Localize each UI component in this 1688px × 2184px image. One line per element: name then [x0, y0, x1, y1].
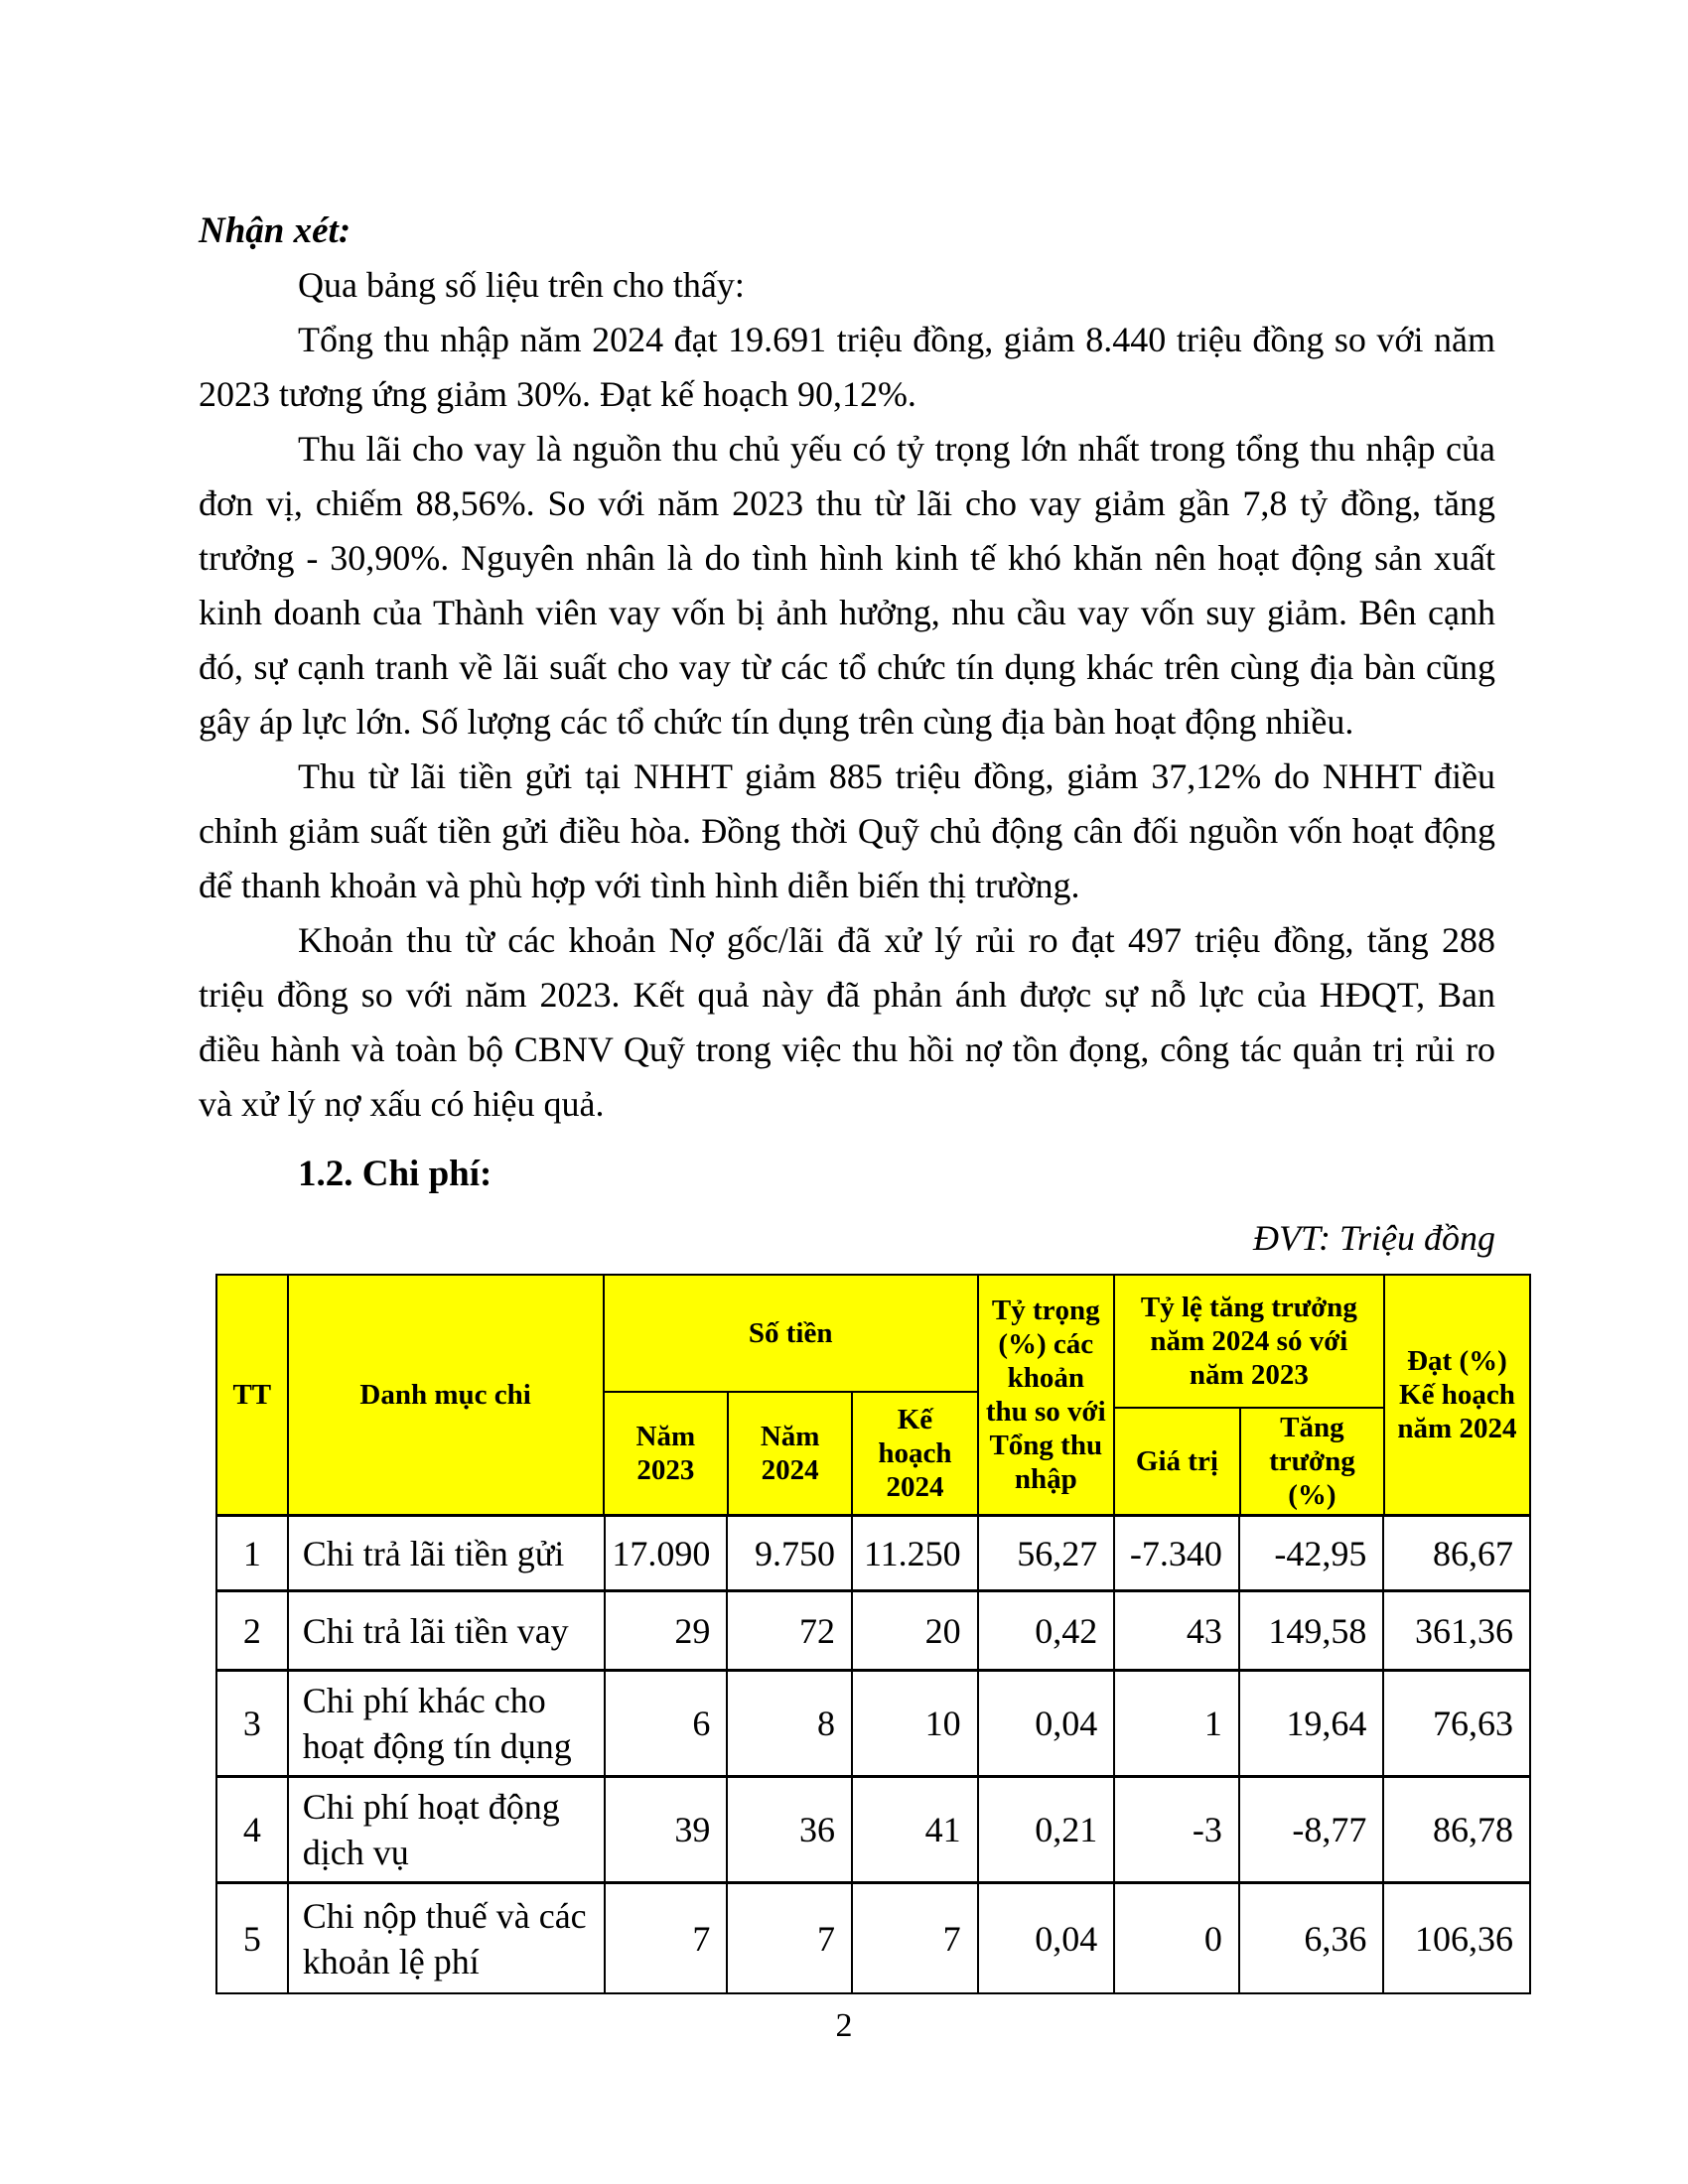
- cell-year-2023: 17.090: [604, 1517, 727, 1589]
- cell-year-2023: 6: [604, 1672, 727, 1775]
- header-cell-growth-pct: Tăng trưởng (%): [1239, 1409, 1383, 1514]
- cell-ratio: 56,27: [977, 1517, 1114, 1589]
- cell-growth-pct: 19,64: [1238, 1672, 1383, 1775]
- header-group-amount: [603, 1276, 977, 1514]
- header-cell-category: Danh mục chi: [287, 1276, 603, 1514]
- cell-category: Chi phí hoạt động dịch vụ: [287, 1778, 604, 1881]
- cell-category: Chi trả lãi tiền gửi: [287, 1517, 604, 1589]
- cell-tt: 2: [242, 1610, 261, 1651]
- cell-year-2024: 7: [726, 1884, 851, 1992]
- header-growth-subrow: [1115, 1409, 1383, 1514]
- cell-year-2024: 9.750: [726, 1517, 851, 1589]
- header-cell-year-2024: Năm 2024: [727, 1393, 851, 1514]
- page-number: 2: [835, 2007, 853, 2044]
- cell-tt: 4: [242, 1810, 261, 1849]
- cell-category: Chi phí khác cho hoạt động tín dụng: [287, 1672, 604, 1775]
- cell-ratio: 0,42: [977, 1592, 1114, 1669]
- paragraph-loan-interest: Thu lãi cho vay là nguồn thu chủ yếu có tỷ trọng lớn nhất trong tổng thu nhập của đơn vị, chiếm 88,56%. So với năm 2023 thu từ lãi cho vay giảm gần 7,8 tỷ đồng, tăng trưởng - 30,90%. Nguyên nhân là do tình hình kinh tế khó khăn nên hoạt động sản xuất kinh doanh của Thành viên vay vốn bị ảnh hưởng, nhu cầu vay vốn suy giảm. Bên cạnh đó, sự cạnh tranh về lãi suất cho vay từ các tổ chức tín dụng khác trên cùng địa bàn cũng gây áp lực lớn. Số lượng các tổ chức tín dụng trên cùng địa bàn hoạt động nhiều.: [199, 429, 1495, 742]
- cell-year-2024: 72: [726, 1592, 851, 1669]
- cell-plan-2024: 10: [851, 1672, 977, 1775]
- cell-year-2023: 29: [604, 1592, 727, 1669]
- paragraph-total-income: Tổng thu nhập năm 2024 đạt 19.691 triệu đồng, giảm 8.440 triệu đồng so với năm 2023 tương ứng giảm 30%. Đạt kế hoạch 90,12%.: [199, 320, 1495, 414]
- cell-plan-achievement: 86,67: [1382, 1517, 1529, 1589]
- cell-plan-achievement: 106,36: [1382, 1884, 1529, 1992]
- cell-plan-2024: 11.250: [851, 1517, 977, 1589]
- unit-note: ĐVT: Triệu đồng: [1252, 1218, 1495, 1258]
- cell-tt: 3: [242, 1704, 261, 1743]
- header-amount-subrow: [605, 1393, 977, 1514]
- cell-ratio: 0,04: [977, 1884, 1114, 1992]
- cell-plan-achievement: 361,36: [1382, 1592, 1529, 1669]
- table-row-1: [217, 1514, 1529, 1589]
- cell-plan-2024: 41: [851, 1778, 977, 1881]
- expense-table-header: [217, 1276, 1529, 1514]
- cell-growth-value: 1: [1113, 1672, 1238, 1775]
- cell-growth-pct: -42,95: [1238, 1517, 1383, 1589]
- cell-growth-pct: -8,77: [1238, 1778, 1383, 1881]
- cell-plan-achievement: 86,78: [1382, 1778, 1529, 1881]
- header-cell-plan-2024: Kế hoạch 2024: [851, 1393, 976, 1514]
- cell-tt: 1: [242, 1533, 261, 1573]
- paragraph-deposit-interest: Thu từ lãi tiền gửi tại NHHT giảm 885 triệu đồng, giảm 37,12% do NHHT điều chỉnh giảm suất tiền gửi điều hòa. Đồng thời Quỹ chủ động cân đối nguồn vốn hoạt động để thanh khoản và phù hợp với tình hình diễn biến thị trường.: [199, 756, 1495, 905]
- cell-growth-value: 43: [1113, 1592, 1238, 1669]
- cell-plan-2024: 20: [851, 1592, 977, 1669]
- note-heading: Nhận xét:: [199, 210, 352, 251]
- cell-plan-achievement: 76,63: [1382, 1672, 1529, 1775]
- section-heading-chi-phi: 1.2. Chi phí:: [298, 1154, 492, 1194]
- cell-growth-value: -7.340: [1113, 1517, 1238, 1589]
- cell-category: Chi trả lãi tiền vay: [287, 1592, 604, 1669]
- cell-growth-value: -3: [1113, 1778, 1238, 1881]
- header-cell-tt: TT: [232, 1379, 272, 1411]
- document-content: [199, 204, 1517, 1994]
- header-cell-growth: Tỷ lệ tăng trưởng năm 2024 só với năm 2023: [1115, 1276, 1383, 1409]
- table-row-3: [217, 1669, 1529, 1775]
- cell-year-2024: 36: [726, 1778, 851, 1881]
- table-row-2: [217, 1589, 1529, 1669]
- cell-year-2023: 7: [604, 1884, 727, 1992]
- header-cell-plan-achievement: Đạt (%) Kế hoạch năm 2024: [1383, 1276, 1529, 1514]
- header-cell-amount: Số tiền: [605, 1276, 977, 1393]
- paragraph-debt-recovery: Khoản thu từ các khoản Nợ gốc/lãi đã xử lý rủi ro đạt 497 triệu đồng, tăng 288 triệu đồng so với năm 2023. Kết quả này đã phản ánh được sự nỗ lực của HĐQT, Ban điều hành và toàn bộ CBNV Quỹ trong việc thu hồi nợ tồn đọng, công tác quản trị rủi ro và xử lý nợ xấu có hiệu quả.: [199, 920, 1495, 1124]
- header-cell-year-2023: Năm 2023: [635, 1421, 696, 1486]
- cell-tt: 5: [242, 1918, 261, 1959]
- cell-ratio: 0,04: [977, 1672, 1114, 1775]
- header-cell-growth-value: Giá trị: [1135, 1445, 1218, 1477]
- table-row-5: [217, 1881, 1529, 1992]
- cell-growth-pct: 6,36: [1238, 1884, 1383, 1992]
- cell-growth-pct: 149,58: [1238, 1592, 1383, 1669]
- table-row-4: [217, 1775, 1529, 1881]
- expense-table: [215, 1274, 1531, 1994]
- header-cell-ratio: Tỷ trọng (%) các khoản thu so với Tổng thu nhập: [977, 1276, 1113, 1514]
- cell-plan-2024: 7: [851, 1884, 977, 1992]
- cell-growth-value: 0: [1113, 1884, 1238, 1992]
- header-group-growth: [1113, 1276, 1383, 1514]
- cell-category: Chi nộp thuế và các khoản lệ phí: [287, 1884, 604, 1992]
- cell-ratio: 0,21: [977, 1778, 1114, 1881]
- cell-year-2024: 8: [726, 1672, 851, 1775]
- cell-year-2023: 39: [604, 1778, 727, 1881]
- paragraph-intro: Qua bảng số liệu trên cho thấy:: [298, 265, 745, 305]
